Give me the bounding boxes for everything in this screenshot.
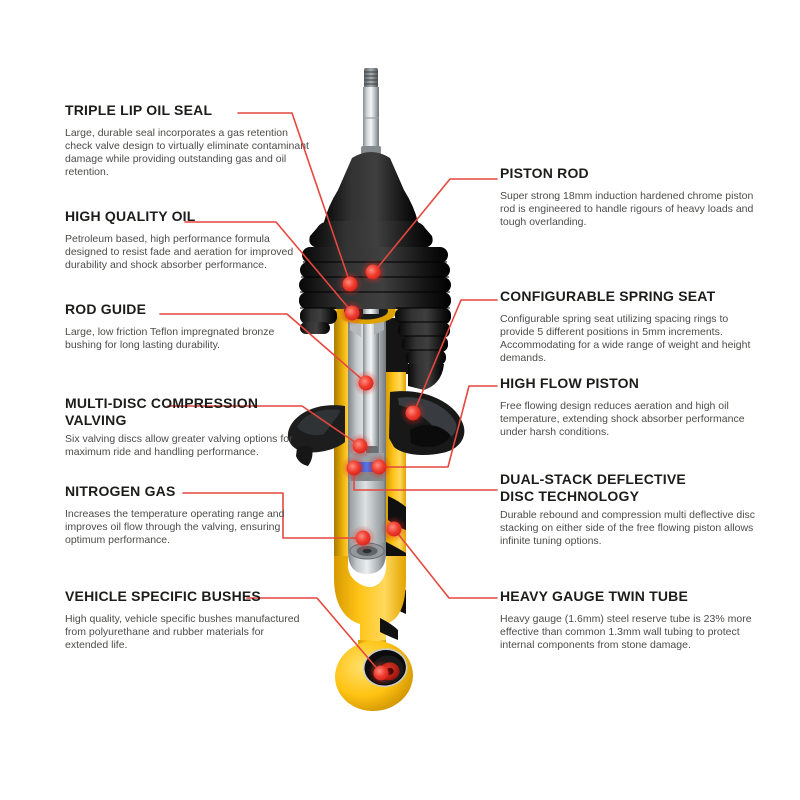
callout-marker — [337, 271, 363, 297]
callout-description: Durable rebound and compression multi deflective disc stacking on either side of the free flowing piston allows infinite tuning options. — [500, 509, 756, 547]
callout-marker — [400, 400, 426, 426]
callout-marker — [347, 433, 373, 459]
callout-configurable-spring-seat — [500, 288, 758, 365]
callout-title: MULTI-DISC COMPRESSION VALVING — [65, 395, 259, 428]
callout-title: TRIPLE LIP OIL SEAL — [65, 102, 213, 118]
callout-title: NITROGEN GAS — [65, 483, 176, 499]
callout-vehicle-specific-bushes — [65, 588, 310, 652]
callout-marker — [353, 370, 379, 396]
callout-description: Six valving discs allow greater valving options for maximum ride and handling performance. — [65, 433, 293, 458]
callout-description: Increases the temperature operating range and improves oil flow through the valving, ensuring optimum performance. — [65, 508, 285, 546]
callout-marker — [366, 454, 392, 480]
callout-piston-rod — [500, 165, 758, 229]
callout-multi-disc-compression-valving — [65, 395, 310, 459]
callout-marker — [341, 455, 367, 481]
callout-marker — [339, 300, 365, 326]
callout-marker — [381, 516, 407, 542]
callout-triple-lip-oil-seal — [65, 102, 310, 179]
callout-marker — [350, 525, 376, 551]
callout-title: DUAL-STACK DEFLECTIVE DISC TECHNOLOGY — [500, 471, 686, 504]
callout-description: High quality, vehicle specific bushes manufactured from polyurethane and rubber materials for extended life. — [65, 613, 300, 651]
callout-nitrogen-gas — [65, 483, 310, 547]
callout-title: CONFIGURABLE SPRING SEAT — [500, 288, 716, 304]
callout-description: Large, low friction Teflon impregnated bronze bushing for long lasting durability. — [65, 326, 275, 351]
callout-description: Large, durable seal incorporates a gas retention check valve design to virtually eliminate contaminant damage while providing outstanding gas and oil retention. — [65, 127, 309, 178]
callout-title: HEAVY GAUGE TWIN TUBE — [500, 588, 689, 604]
callout-rod-guide — [65, 301, 310, 352]
callout-marker — [360, 259, 386, 285]
callout-description: Heavy gauge (1.6mm) steel reserve tube is 23% more effective than common 1.3mm wall tubing to protect internal components from stone damage. — [500, 613, 752, 651]
callout-heavy-gauge-twin-tube — [500, 588, 758, 652]
callout-title: HIGH FLOW PISTON — [500, 375, 640, 391]
callout-description: Free flowing design reduces aeration and high oil temperature, extending shock absorber performance under harsh conditions. — [500, 400, 745, 438]
callout-title: ROD GUIDE — [65, 301, 147, 317]
callout-dual-stack-deflective-disc — [500, 471, 758, 548]
callout-title: HIGH QUALITY OIL — [65, 208, 196, 224]
callout-title: PISTON ROD — [500, 165, 589, 181]
callout-title: VEHICLE SPECIFIC BUSHES — [65, 588, 261, 604]
callout-marker — [368, 660, 394, 686]
callout-high-flow-piston — [500, 375, 758, 439]
reserve-tube-part — [334, 298, 408, 662]
callout-high-quality-oil — [65, 208, 310, 272]
callout-description: Super strong 18mm induction hardened chrome piston rod is engineered to handle rigours of heavy loads and tough overlanding. — [500, 190, 754, 228]
callout-description: Configurable spring seat utilizing spacing rings to provide 5 different positions in 5mm increments. Accommodating for a wide range of weight and height demands. — [500, 313, 751, 364]
callout-description: Petroleum based, high performance formula designed to resist fade and aeration for improved durability and shock absorber performance. — [65, 233, 294, 271]
